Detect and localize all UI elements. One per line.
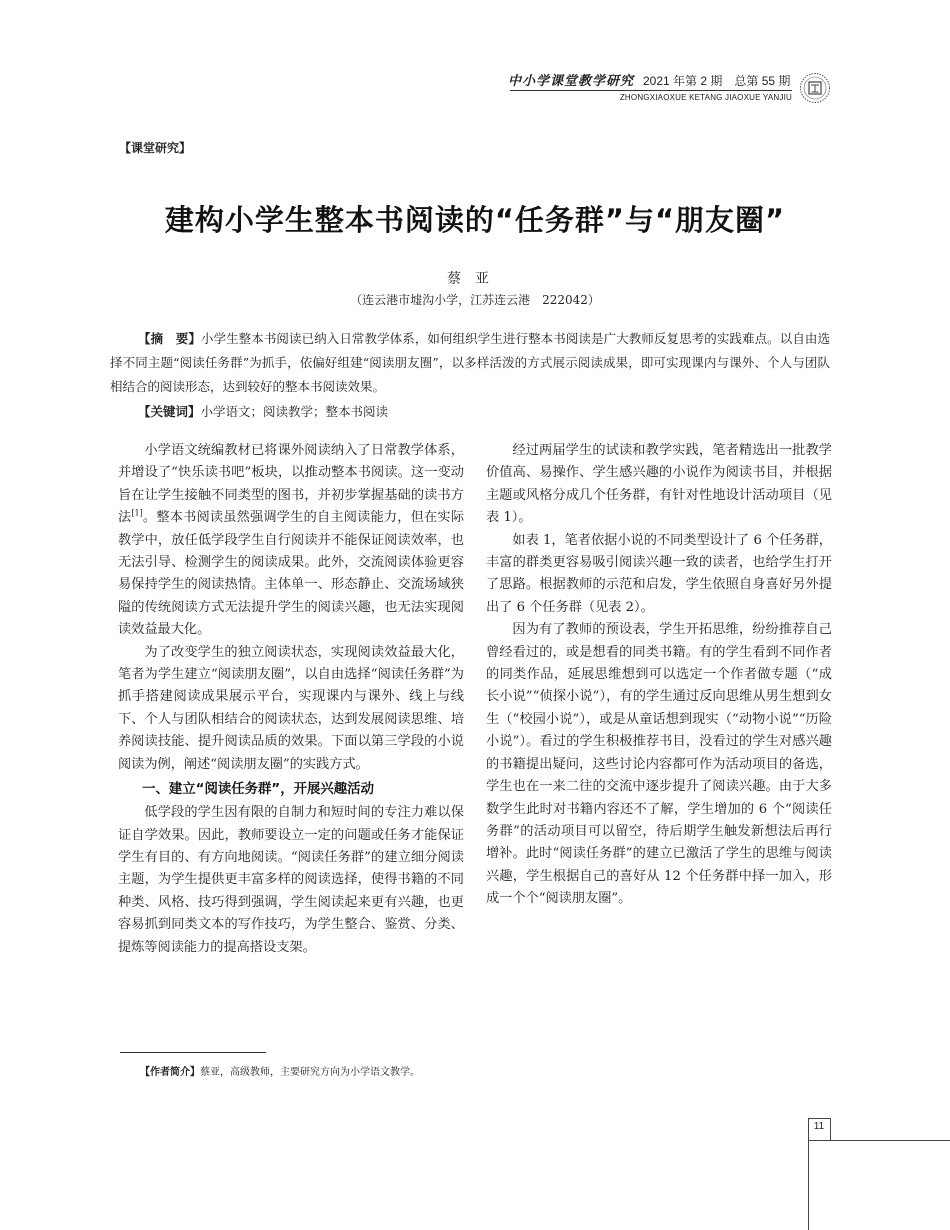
keywords-text: 小学语文；阅读教学；整本书阅读 [200, 404, 389, 419]
author-affiliation: （连云港市墟沟小学，江苏连云港 222042） [350, 293, 600, 307]
body-paragraph: 为了改变学生的独立阅读状态，实现阅读效益最大化，笔者为学生建立“阅读朋友圈”，以自由选择“阅读任务群”为抓手搭建阅读成果展示平台，实现课内与课外、线上与线下、个人与团队相结合的阅读状态，达到发展阅读思维、培养阅读技能、提升阅读品质的效果。下面以第三学段的小说阅读为例，阐述“阅读朋友圈”的实践方式。 [118, 644, 464, 772]
body-paragraph [118, 440, 464, 642]
journal-pinyin: ZHONGXIAOXUE KETANG JIAOXUE YANJIU [619, 93, 792, 102]
author-footnote [140, 1063, 420, 1078]
keywords [110, 400, 830, 424]
page-box-line [808, 1118, 830, 1119]
article-title: 建构小学生整本书阅读的“任务群”与“朋友圈” [164, 203, 786, 237]
paragraph-text: 。整本书阅读虽然强调学生的自主阅读能力，但在实际教学中，放任低学段学生自行阅读并不能保证阅读效率，也无法引导、检测学生的阅读成果。此外，交流阅读体验更容易保持学生的阅读热情。主体单一、形态静止、交流场域狭隘的传统阅读方式无法提升学生的阅读兴趣，也无法实现阅读效益最大化。 [118, 510, 465, 638]
header-rule [510, 90, 792, 91]
author-name: 蔡亚 [447, 271, 503, 287]
keywords-label: 【关键词】 [138, 404, 201, 419]
body-column-left [118, 440, 464, 959]
body-column-right [486, 440, 832, 911]
section-tag: 【课堂研究】 [119, 141, 192, 155]
page-box-line [808, 1118, 809, 1230]
footnote-rule [120, 1052, 266, 1053]
page-box-line [808, 1140, 950, 1141]
footnote-label: 【作者简介】 [140, 1067, 200, 1078]
journal-seal-icon [799, 72, 831, 104]
abstract [110, 327, 830, 399]
page-number: 11 [813, 1121, 825, 1132]
issue-info: 2021 年第 2 期 总第 55 期 [643, 74, 791, 88]
section-heading: 一、建立“阅读任务群”，开展兴趣活动 [142, 782, 374, 798]
body-paragraph: 如表 1，笔者依据小说的不同类型设计了 6 个任务群，丰富的群类更容易吸引阅读兴趣一致的读者，也给学生打开了思路。根据教师的示范和启发，学生依照自身喜好另外提出了 6 个任务群（见表 2）。 [486, 532, 832, 615]
body-paragraph: 经过两届学生的试读和教学实践，笔者精选出一批教学价值高、易操作、学生感兴趣的小说作为阅读书目，并根据主题或风格分成几个任务群，有针对性地设计活动项目（见表 1）。 [486, 443, 832, 526]
paragraph-text: 小学语文统编教材已将课外阅读纳入了日常教学体系，并增设了“快乐读书吧”板块，以推动整本书阅读。这一变动旨在让学生接触不同类型的图书，并初步掌握基础的读书方法 [118, 443, 464, 526]
abstract-text: 小学生整本书阅读已纳入日常教学体系，如何组织学生进行整本书阅读是广大教师反复思考的实践难点。以自由选择不同主题“阅读任务群”为抓手，依偏好组建“阅读朋友圈”，以多样活泼的方式展示阅读成果，即可实现课内与课外、个人与团队相结合的阅读形态，达到较好的整本书阅读效果。 [110, 331, 830, 394]
body-paragraph: 低学段的学生因有限的自制力和短时间的专注力难以保证自学效果。因此，教师要设立一定的问题或任务才能保证学生有目的、有方向地阅读。“阅读任务群”的建立细分阅读主题，为学生提供更丰富多样的阅读选择，使得书籍的不同种类、风格、技巧得到强调，学生阅读起来更有兴趣，也更容易抓到同类文本的写作技巧，为学生整合、鉴赏、分类、提炼等阅读能力的提高搭设支架。 [118, 805, 464, 955]
citation-ref: [1] [131, 508, 143, 518]
journal-name: 中小学课堂教学研究 [508, 74, 635, 89]
footnote-text: 蔡亚，高级教师，主要研究方向为小学语文教学。 [200, 1067, 420, 1078]
page-box-line [830, 1118, 831, 1140]
body-paragraph: 因为有了教师的预设表，学生开拓思维，纷纷推荐自己曾经看过的，或是想看的同类书籍。有的学生看到不同作者的同类作品，延展思维想到可以选定一个作者做专题（“成长小说”“侦探小说”），有的学生通过反向思维从男生想到女生（“校园小说”），或是从童话想到现实（“动物小说”“历险小说”）。看过的学生积极推荐书目，没看过的学生对感兴趣的书籍提出疑问，这些讨论内容都可作为活动项目的备选，学生也在一来二往的交流中逐步提升了阅读兴趣。由于大多数学生此时对书籍内容还不了解，学生增加的 6 个“阅读任务群”的活动项目可以留空，待后期学生触发新想法后再行增补。此时“阅读任务群”的建立已激活了学生的思维与阅读兴趣，学生根据自己的喜好从 12 个任务群中择一加入，形成一个个“阅读朋友圈”。 [486, 622, 832, 907]
abstract-label: 【摘 要】 [138, 331, 201, 346]
